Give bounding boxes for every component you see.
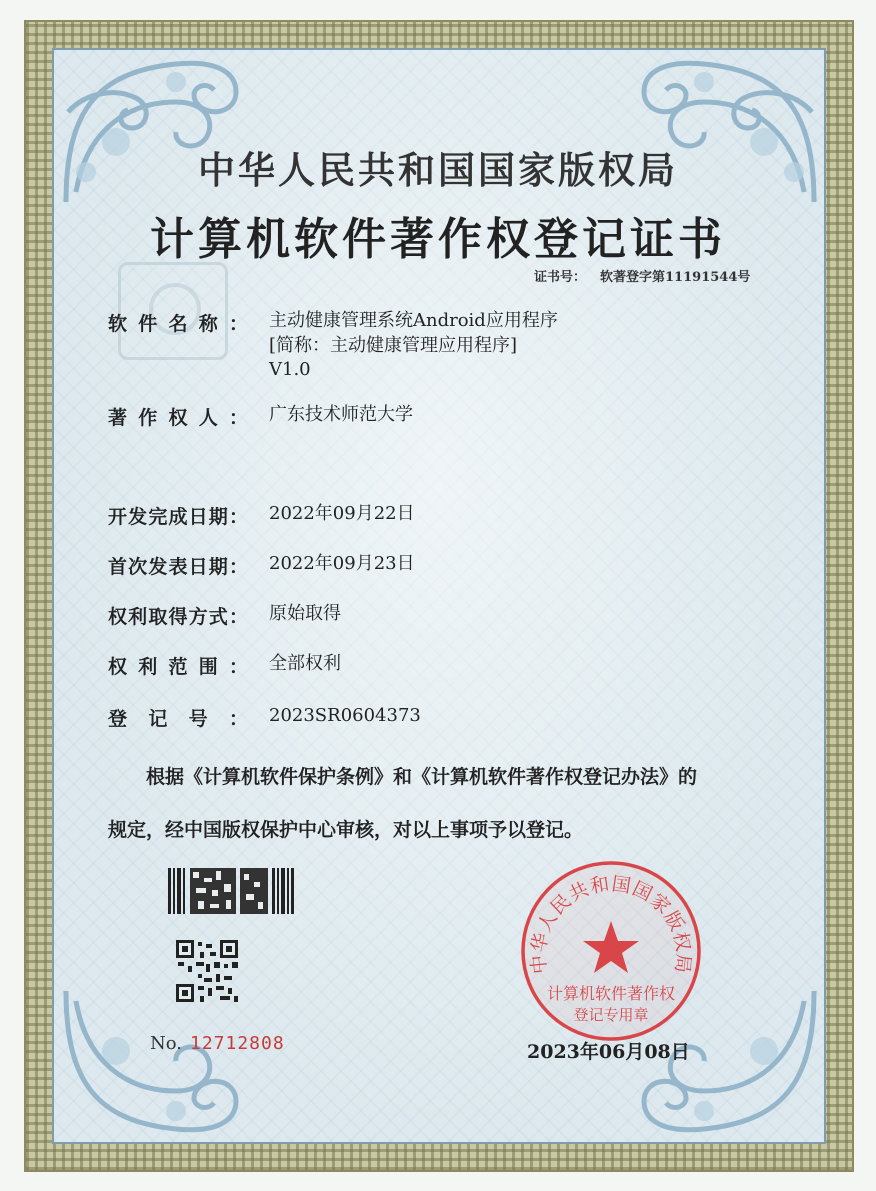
certificate-title: 计算机软件著作权登记证书 (150, 214, 726, 265)
rights-acquisition-label: 权 利 取 得 方 式 ： (108, 606, 248, 628)
certificate-serial (150, 1033, 285, 1054)
seal-outer-text: 中华人民共和国国家版权局 (527, 872, 695, 975)
rights-scope-value: 全部权利 (269, 653, 341, 674)
official-seal (518, 858, 704, 1044)
rights-acquisition-value: 原始取得 (269, 603, 341, 624)
barcode (168, 868, 294, 914)
rights-scope-label: 权 利 范 围 ： (108, 656, 248, 678)
dev-complete-date-label: 开 发 完 成 日 期 ： (108, 506, 248, 528)
registration-number-label: 登 记 号 ： (108, 708, 248, 730)
seal-inner-line-1: 计算机软件著作权 (546, 984, 676, 1003)
certificate-number-value: 软著登字第11191544号 (600, 270, 751, 285)
first-publish-date-label: 首 次 发 表 日 期 ： (108, 556, 248, 578)
software-name-line-1: 主动健康管理系统Android应用程序 (269, 310, 558, 331)
certificate-number (534, 266, 750, 285)
copyright-holder-label: 著 作 权 人 ： (108, 407, 248, 429)
serial-label: No. (150, 1033, 182, 1054)
software-name-line-2: [简称：主动健康管理应用程序] (269, 335, 518, 356)
serial-number: 12712808 (190, 1033, 285, 1054)
seal-inner-line-2: 登记专用章 (573, 1006, 649, 1024)
copyright-holder-value: 广东技术师范大学 (269, 404, 413, 425)
dev-complete-date-value: 2022年09月22日 (269, 503, 415, 524)
software-name-label: 软 件 名 称 ： (108, 313, 248, 335)
software-version: V1.0 (269, 359, 311, 380)
issue-date: 2023年06月08日 (527, 1041, 690, 1063)
certificate-number-label: 证书号： (534, 270, 587, 285)
first-publish-date-value: 2022年09月23日 (269, 553, 415, 574)
statement-line-1: 根据《计算机软件保护条例》和《计算机软件著作权登记办法》的 (146, 766, 698, 788)
corner-ornament-bottom-left (56, 981, 246, 1141)
registration-number-value: 2023SR0604373 (269, 705, 421, 726)
qr-code (176, 940, 238, 1002)
issuing-authority: 中华人民共和国国家版权局 (198, 148, 678, 192)
statement-line-2: 规定，经中国版权保护中心审核，对以上事项予以登记。 (108, 819, 584, 841)
